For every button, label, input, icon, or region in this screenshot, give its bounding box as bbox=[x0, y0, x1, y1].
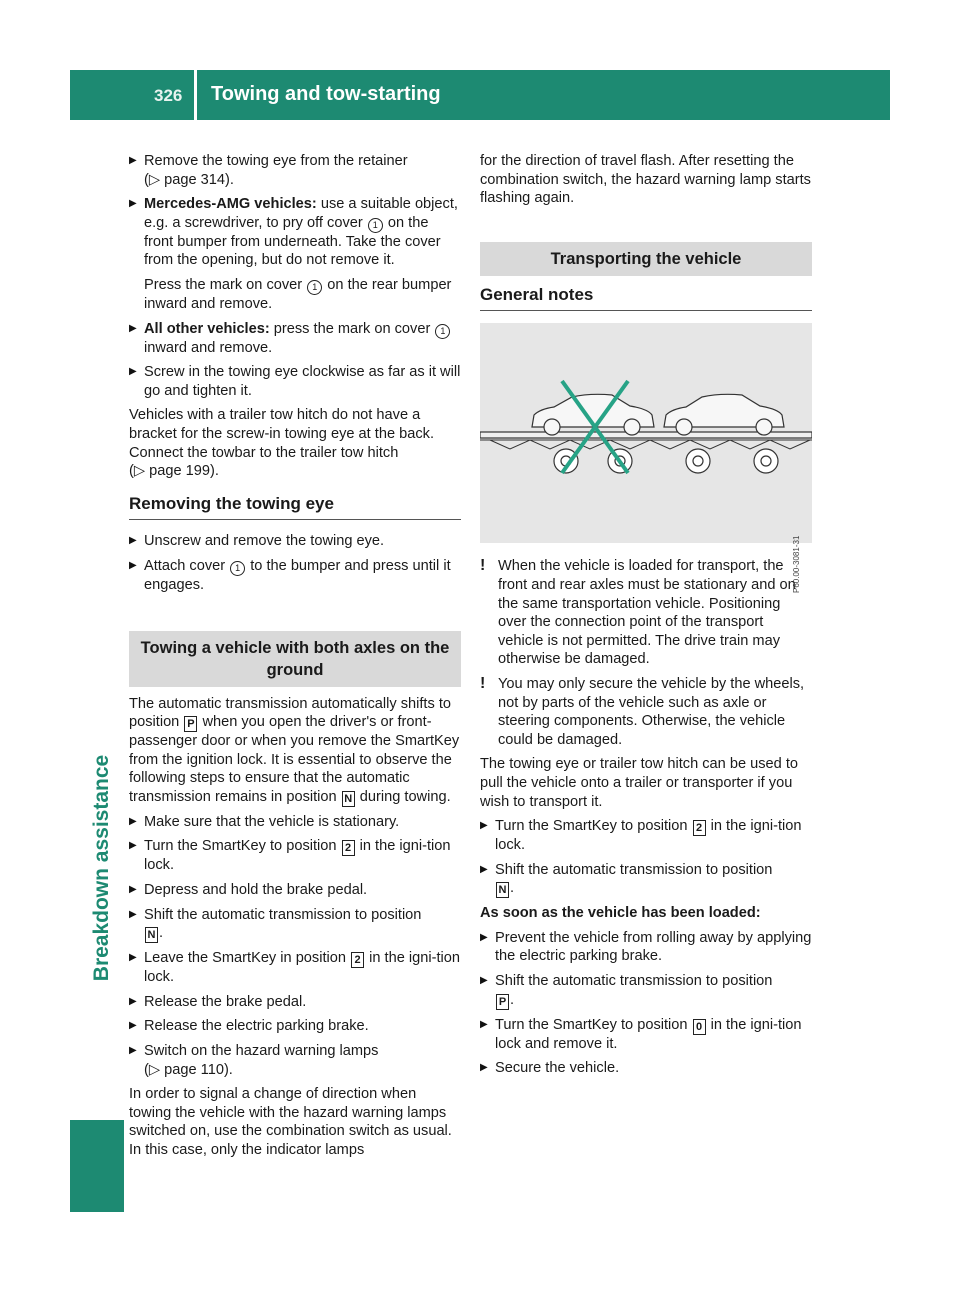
list-item: ▶ Shift the automatic transmission to position P . bbox=[480, 972, 812, 1010]
list-item: ▶ Shift the automatic transmission to position N . bbox=[129, 906, 461, 944]
figure-code: P60.00-3081-31 bbox=[791, 535, 801, 593]
key-position-2-icon: 2 bbox=[351, 952, 364, 968]
list-item: ▶ Turn the SmartKey to position 2 in the igni-tion lock. bbox=[480, 817, 812, 855]
list-item: ▶ Turn the SmartKey to position 0 in the igni-tion lock and remove it. bbox=[480, 1016, 812, 1054]
list-item: ▶ Make sure that the vehicle is stationary. bbox=[129, 813, 461, 832]
paragraph: for the direction of travel flash. After resetting the combination switch, the hazard warning lamp starts flashing again. bbox=[480, 153, 811, 207]
paragraph: In order to signal a change of direction when towing the vehicle with the hazard warning lamps switched on, use the combination switch as usual. In this case, only the indicator lamps bbox=[129, 1086, 452, 1158]
cover-callout-icon: 1 bbox=[230, 561, 245, 576]
chapter-tab bbox=[81, 690, 123, 1045]
section-heading: General notes bbox=[480, 286, 812, 312]
right-column bbox=[480, 152, 812, 1084]
list-item: ▶ Release the electric parking brake. bbox=[129, 1017, 461, 1036]
subheading: As soon as the vehicle has been loaded: bbox=[480, 905, 761, 922]
section-band: Transporting the vehicle bbox=[480, 242, 812, 276]
page-title: Towing and tow-starting bbox=[211, 83, 441, 105]
gear-p-icon: P bbox=[184, 716, 197, 732]
gear-n-icon: N bbox=[145, 927, 158, 943]
warning-icon: ! bbox=[480, 557, 486, 575]
list-item: ▶ Remove the towing eye from the retainer (▷ page 314). bbox=[129, 152, 461, 189]
car-transporter-illustration bbox=[480, 323, 812, 543]
list-item: ▶ Shift the automatic transmission to position N . bbox=[480, 861, 812, 899]
list-item: ▶ Mercedes-AMG vehicles: use a suitable object, e.g. a screwdriver, to pry off cover 1 on the front bumper from underneath. Take the cover from the opening, but do not remove it. Press the mark on cover 1 on the rear bumper inward and remove. bbox=[129, 195, 461, 313]
warning-note: ! You may only secure the vehicle by the wheels, not by parts of the vehicle such as axle or steering components. Otherwise, the vehicle could be damaged. bbox=[480, 674, 805, 748]
gear-p-icon: P bbox=[496, 994, 509, 1010]
paragraph: Vehicles with a trailer tow hitch do not have a bracket for the screw-in towing eye at the back. Connect the towbar to the trailer tow hitch (▷ page 199). bbox=[129, 407, 434, 480]
list-item: ▶ Secure the vehicle. bbox=[480, 1059, 812, 1078]
page-number: 326 bbox=[154, 86, 183, 105]
key-position-2-icon: 2 bbox=[693, 820, 706, 836]
paragraph: The automatic transmission automatically shifts to position P when you open the driver's or front-passenger door or when you remove the SmartKey from the ignition lock. It is essential to observe the following steps to ensure that the automatic transmission remains in position N during towing. bbox=[129, 695, 460, 805]
transport-figure bbox=[480, 323, 812, 593]
cover-callout-icon: 1 bbox=[368, 218, 383, 233]
list-item: ▶ Leave the SmartKey in position 2 in the igni-tion lock. bbox=[129, 949, 461, 987]
cover-callout-icon: 1 bbox=[307, 280, 322, 295]
key-position-2-icon: 2 bbox=[342, 840, 355, 856]
page-reference-link[interactable]: page 314). bbox=[164, 171, 234, 188]
gear-n-icon: N bbox=[342, 791, 355, 807]
section-band: Towing a vehicle with both axles on the ground bbox=[129, 631, 461, 687]
page-reference-link[interactable]: page 199). bbox=[149, 463, 219, 480]
warning-icon: ! bbox=[480, 674, 486, 692]
key-position-0-icon: 0 bbox=[693, 1019, 706, 1035]
list-item: ▶ Attach cover 1 to the bumper and press until it engages. bbox=[129, 557, 461, 595]
list-item: ▶ Turn the SmartKey to position 2 in the igni-tion lock. bbox=[129, 837, 461, 875]
list-item: ▶ Unscrew and remove the towing eye. bbox=[129, 532, 461, 551]
gear-n-icon: N bbox=[496, 882, 509, 898]
list-item: ▶ Screw in the towing eye clockwise as far as it will go and tighten it. bbox=[129, 363, 461, 400]
list-item: ▶ Prevent the vehicle from rolling away by applying the electric parking brake. bbox=[480, 929, 812, 966]
list-item: ▶ All other vehicles: press the mark on cover 1 inward and remove. bbox=[129, 320, 461, 358]
page-reference-link[interactable]: page 110). bbox=[164, 1061, 233, 1078]
section-heading: Removing the towing eye bbox=[129, 495, 461, 521]
header-divider bbox=[194, 70, 197, 120]
list-item: ▶ Depress and hold the brake pedal. bbox=[129, 881, 461, 900]
cover-callout-icon: 1 bbox=[435, 324, 450, 339]
left-column bbox=[129, 152, 461, 1166]
paragraph: The towing eye or trailer tow hitch can be used to pull the vehicle onto a trailer or transporter if you wish to transport it. bbox=[480, 756, 798, 810]
page-header bbox=[70, 70, 890, 120]
list-item: ▶ Release the brake pedal. bbox=[129, 993, 461, 1012]
warning-note: ! When the vehicle is loaded for transport, the front and rear axles must be stationary and on the same transportation vehicle. Positioning over the connection point of the transport vehicle is not permitted. The drive train may otherwise be damaged. bbox=[480, 557, 796, 668]
chapter-marker bbox=[70, 1120, 124, 1212]
chapter-label: Breakdown assistance bbox=[90, 754, 113, 981]
list-item: ▶ Switch on the hazard warning lamps (▷ page 110). bbox=[129, 1042, 461, 1079]
